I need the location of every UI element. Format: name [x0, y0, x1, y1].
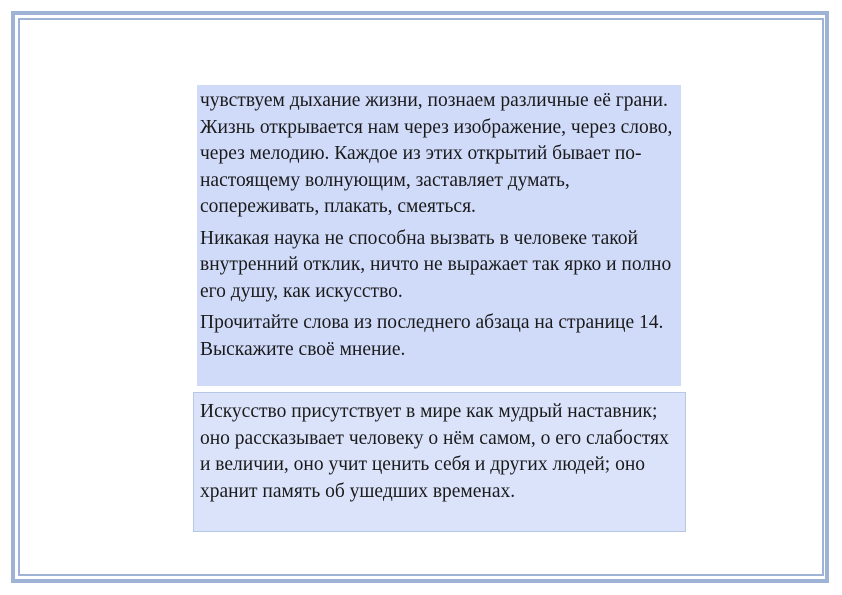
quote-text: Искусство присутствует в мире как мудрый наставник; оно рассказывает человеку о нём самом, о его слабостях и величии, оно учит ценить себя и других людей; оно хранит память об ушедших временах.	[200, 401, 669, 502]
paragraph-1: чувствуем дыхание жизни, познаем различные её грани. Жизнь открывается нам через изображение, через слово, через мелодию. Каждое из этих открытий бывает по-настоящему волнующим, заставляет думать, сопереживать, плакать, смеяться.	[200, 90, 673, 217]
quote-box	[193, 392, 686, 532]
paragraph-3: Прочитайте слова из последнего абзаца на странице 14. Выскажите своё мнение.	[200, 312, 664, 360]
text-block	[197, 85, 681, 386]
paragraph-2: Никакая наука не способна вызвать в человеке такой внутренний отклик, ничто не выражает так ярко и полно его душу, как искусство.	[200, 227, 672, 302]
